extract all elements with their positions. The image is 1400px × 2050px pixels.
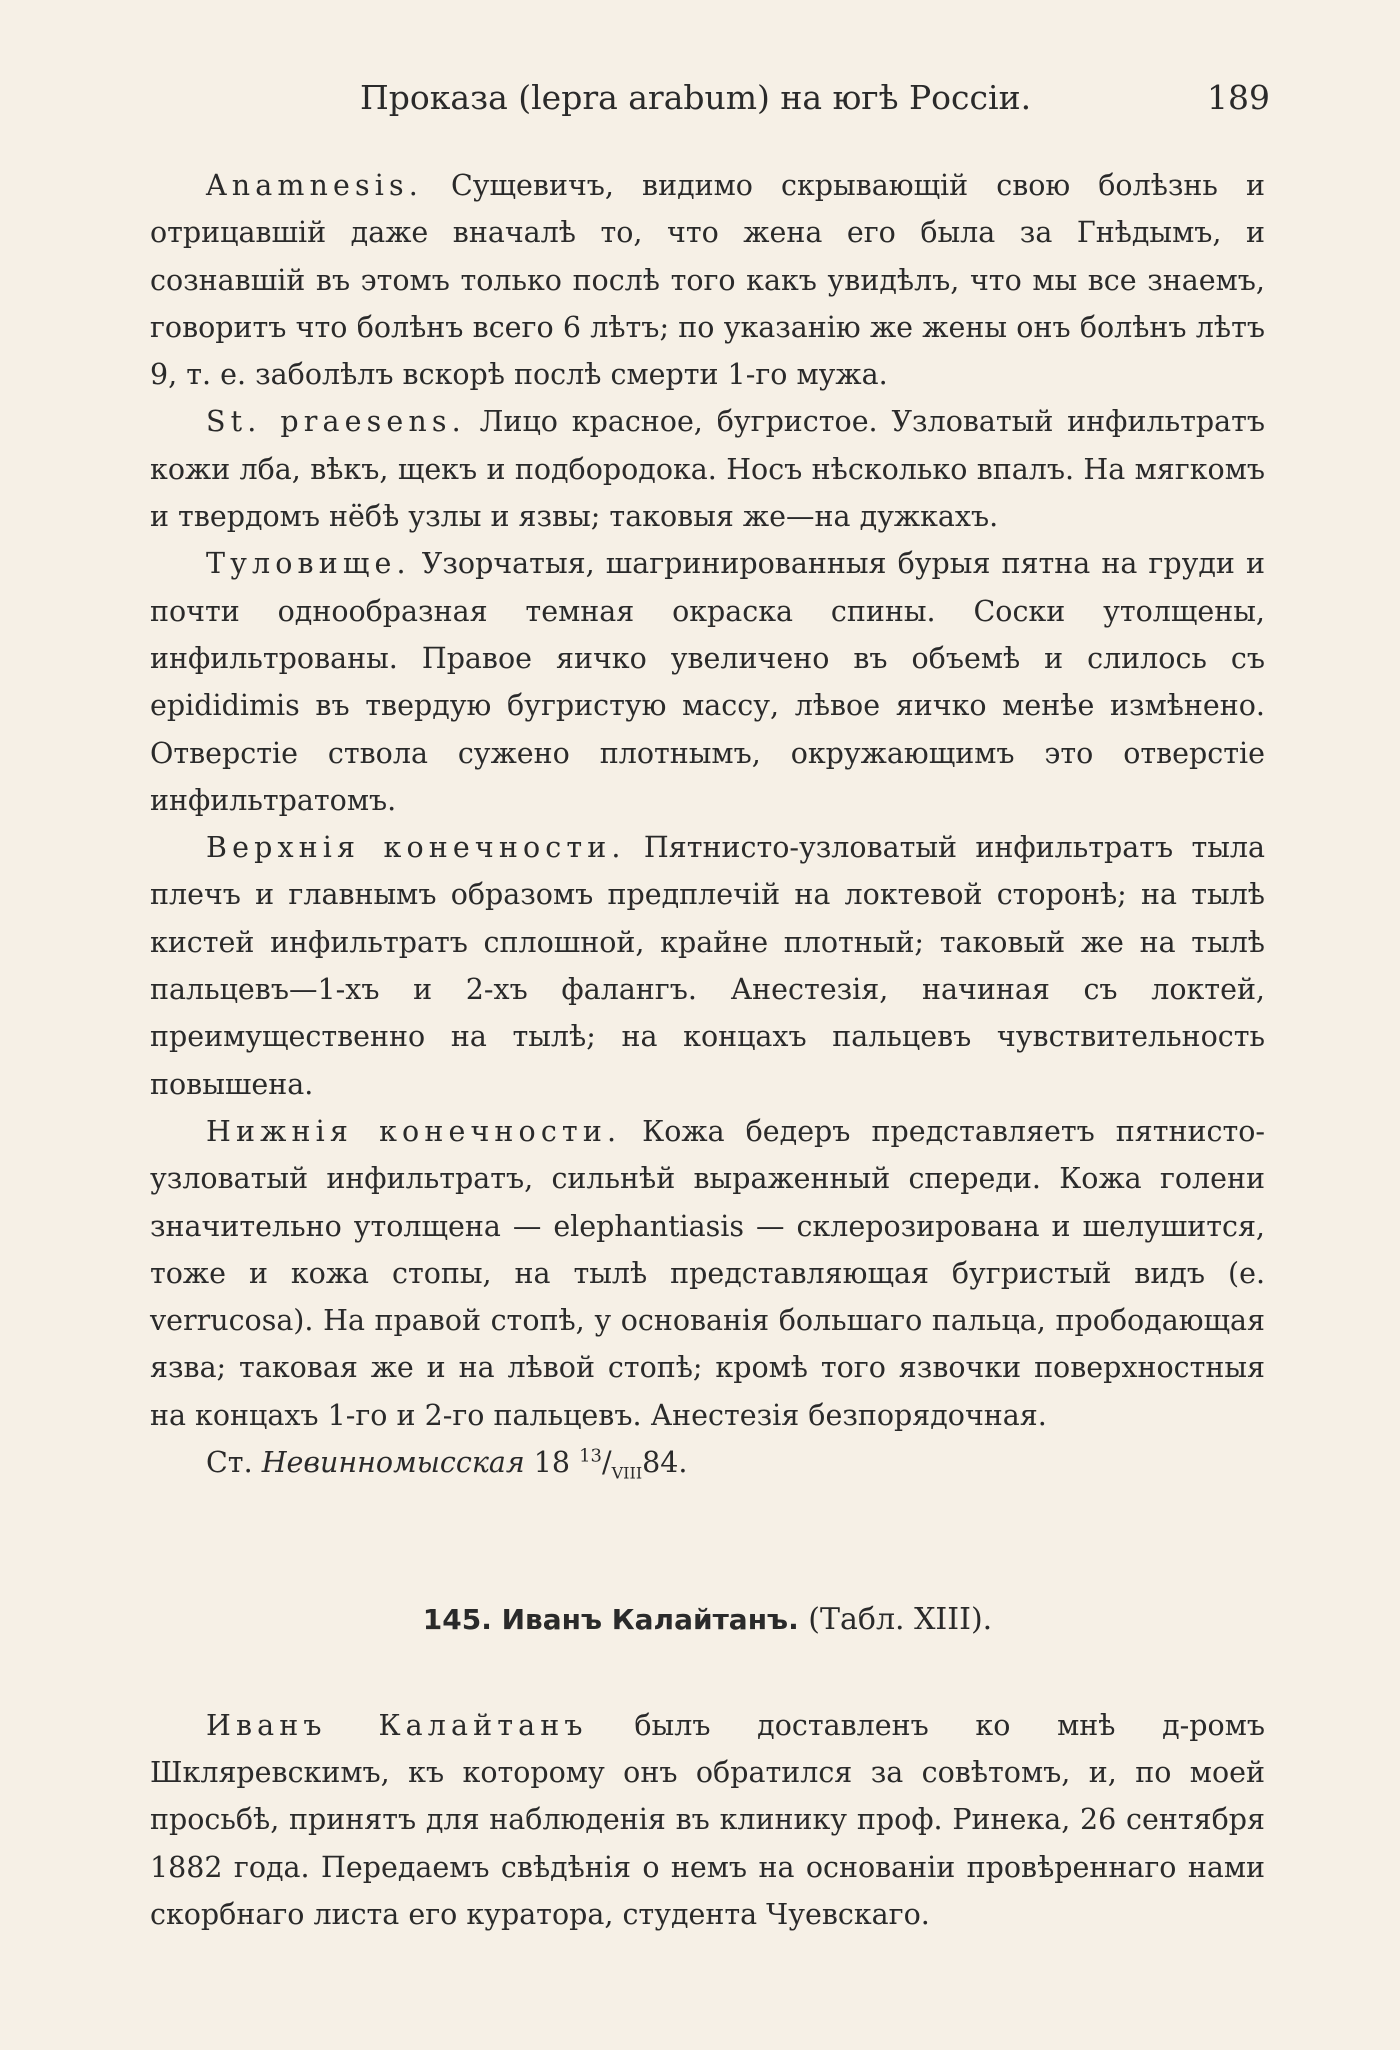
- paragraph-status-praesens: [150, 398, 1265, 540]
- station-line: Ст. Невинномысская 18 $^{13}/_{VIII}84$.: [206, 1445, 688, 1483]
- body-text: [150, 162, 1265, 1938]
- text-case-intro: былъ доставленъ ко мнѣ д-ромъ Шкляревскимъ, къ которому онъ обратился за совѣтомъ, и, по моей просьбѣ, принятъ для наблюденія въ клинику проф. Ринека, 26 сентября 1882 года. Передаемъ свѣдѣнія о немъ на основаніи провѣреннаго нами скорбнаго листа его куратора, студента Чуевскаго.: [150, 1708, 1266, 1931]
- case-heading: [150, 1596, 1265, 1643]
- station-prefix: Ст.: [206, 1446, 253, 1480]
- station-date-sup: 13: [579, 1445, 603, 1467]
- paragraph-upper-limbs: [150, 824, 1265, 1108]
- paragraph-case-intro: [150, 1702, 1265, 1938]
- lead-status-praesens: St. praesens.: [206, 405, 466, 439]
- case-number-name: 145. Иванъ Калайтанъ.: [422, 1603, 799, 1637]
- paragraph-lower-limbs: [150, 1108, 1265, 1439]
- text-torso: Узорчатыя, шагринированныя бурыя пятна на груди и почти однообразная темная окраска спины. Соски утолщены, инфильтрованы. Правое яичко увеличено въ объемѣ и слилось съ epididimis въ твердую бугристую массу, лѣвое яичко менѣе измѣнено. Отверстіе ствола сужено плотнымъ, окружающимъ это отверстіе инфильтратомъ.: [150, 547, 1266, 817]
- paragraph-anamnesis: [150, 162, 1265, 398]
- case-table-ref: (Табл. XIII).: [808, 1602, 993, 1638]
- running-title: Проказа (lepra arabum) на югѣ Россіи.: [360, 78, 1032, 117]
- lead-torso: Туловище.: [206, 547, 411, 581]
- station-date-sub: VIII: [611, 1463, 643, 1483]
- paragraph-torso: [150, 540, 1265, 824]
- text-status-praesens: Лицо красное, бугристое. Узловатый инфильтратъ кожи лба, вѣкъ, щекъ и подбородока. Носъ нѣсколько впалъ. На мягкомъ и твердомъ нёбѣ узлы и язвы; таковыя же—на дужкахъ.: [150, 405, 1265, 534]
- lead-case-intro: Иванъ Калайтанъ: [206, 1708, 588, 1742]
- running-header: [150, 78, 1270, 117]
- page-number: 189: [1207, 78, 1270, 117]
- text-lower-limbs: Кожа бедеръ представляетъ пятнисто-узловатый инфильтратъ, сильнѣй выраженный спереди. Кожа голени значительно утолщена — elephantiasis — склерозирована и шелушится, тоже и кожа стопы, на тылѣ представляющая бугристый видъ (e. verrucosa). На правой стопѣ, у основанія большаго пальца, прободающая язва; таковая же и на лѣвой стопѣ; кромѣ того язвочки поверхностныя на концахъ 1-го и 2-го пальцевъ. Анестезія безпорядочная.: [150, 1114, 1266, 1432]
- lead-lower-limbs: Нижнія конечности.: [206, 1114, 622, 1148]
- text-upper-limbs: Пятнисто-узловатый инфильтратъ тыла плечъ и главнымъ образомъ предплечій на локтевой сторонѣ; на тылѣ кистей инфильтратъ сплошной, крайне плотный; таковый же на тылѣ пальцевъ—1-хъ и 2-хъ фалангъ. Анестезія, начиная съ локтей, преимущественно на тылѣ; на концахъ пальцевъ чувствительность повышена.: [150, 831, 1265, 1101]
- lead-anamnesis: Anamnesis.: [206, 169, 423, 202]
- station-name: Невинномысская: [261, 1446, 525, 1480]
- text-anamnesis: Сущевичъ, видимо скрывающій свою болѣзнь и отрицавшій даже вначалѣ то, что жена его была за Гнѣдымъ, и сознавшій въ этомъ только послѣ того какъ увидѣлъ, что мы все знаемъ, говоритъ что болѣнъ всего 6 лѣтъ; по указанію же жены онъ болѣнъ лѣтъ 9, т. е. заболѣлъ вскорѣ послѣ смерти 1-го мужа.: [150, 169, 1265, 392]
- station-year: 84.: [642, 1446, 688, 1480]
- station-day: 18: [533, 1446, 571, 1480]
- lead-upper-limbs: Верхнія конечности.: [206, 831, 626, 865]
